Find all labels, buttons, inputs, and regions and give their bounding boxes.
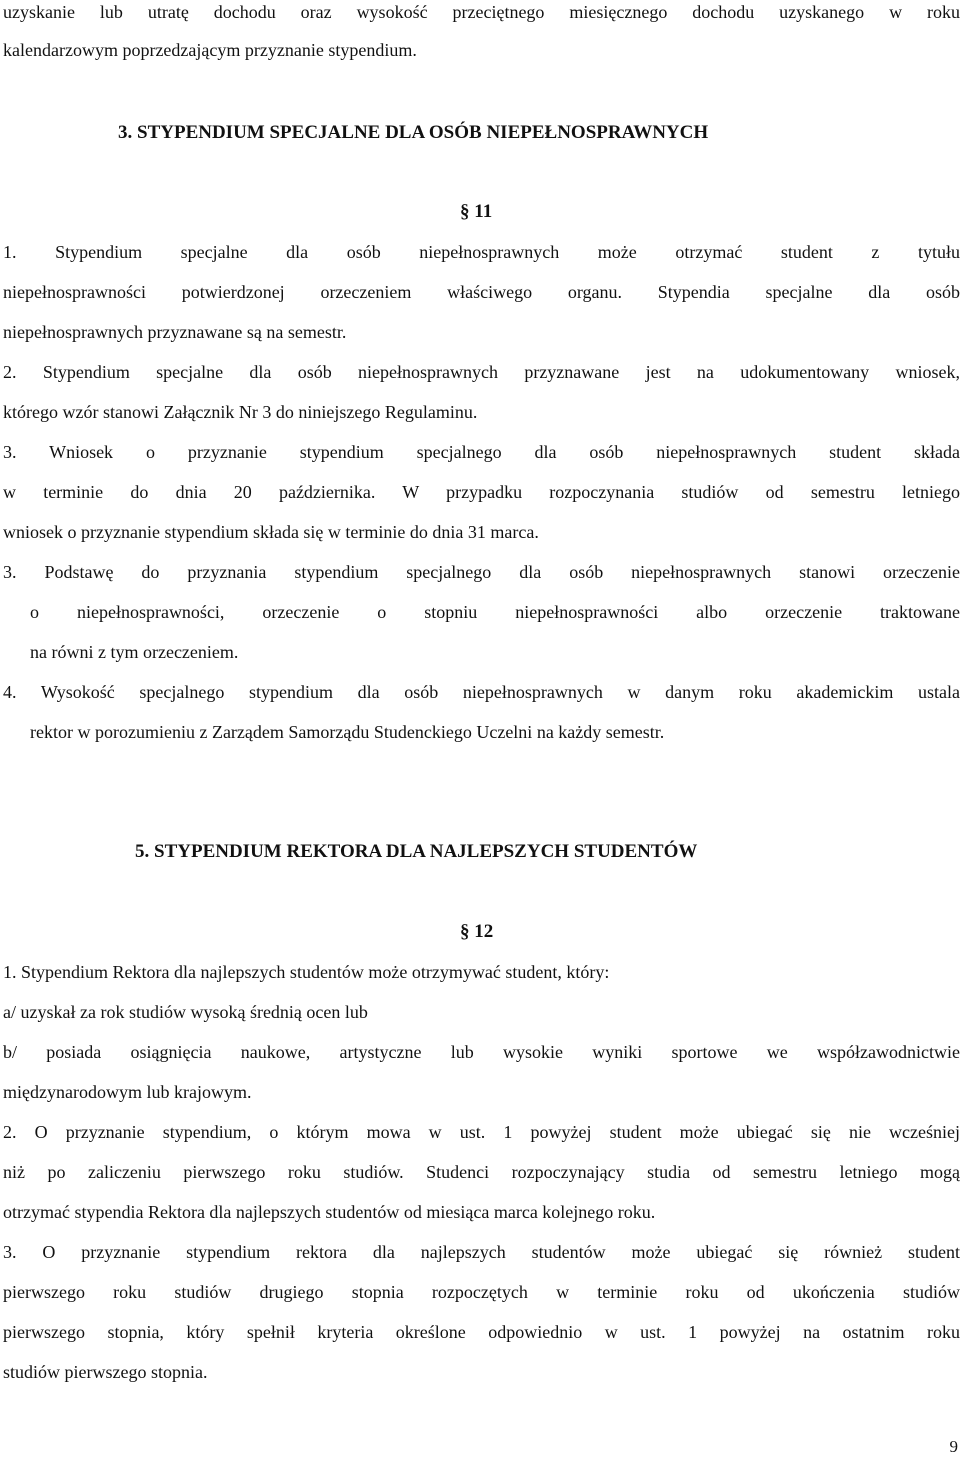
s3-p1-line-2: niepełnosprawności potwierdzonej orzeczeniem właściwego organu. Stypendia specjalne dla osób [3, 282, 960, 302]
s3-p4-line-2: rektor w porozumieniu z Zarządem Samorządu Studenckiego Uczelni na każdy semestr. [30, 722, 665, 742]
s5-p3-line-3: pierwszego stopnia, który spełnił kryteria określone odpowiednio w ust. 1 powyżej na ostatnim roku [3, 1322, 960, 1342]
s3-p3-line-3: wniosek o przyznanie stypendium składa się w terminie do dnia 31 marca. [3, 522, 539, 542]
page-number: 9 [949, 1437, 958, 1456]
s3-p1-line-3: niepełnosprawnych przyznawane są na semestr. [3, 322, 347, 342]
s3-p3b-line-1: 3. Podstawę do przyznania stypendium specjalnego dla osób niepełnosprawnych stanowi orzeczenie [3, 562, 960, 582]
s3-p1-line-1: 1. Stypendium specjalne dla osób niepełnosprawnych może otrzymać student z tytułu [3, 242, 960, 262]
s5-p1-line-1: 1. Stypendium Rektora dla najlepszych studentów może otrzymywać student, który: [3, 962, 610, 982]
s5-p3-line-4: studiów pierwszego stopnia. [3, 1362, 208, 1382]
s5-p2-line-3: otrzymać stypendia Rektora dla najlepszych studentów od miesiąca marca kolejnego roku. [3, 1202, 656, 1222]
s3-p3b-line-3: na równi z tym orzeczeniem. [30, 642, 239, 662]
s5-a-line: a/ uzyskał za rok studiów wysoką średnią ocen lub [3, 1002, 368, 1022]
s3-p2-line-2: którego wzór stanowi Załącznik Nr 3 do niniejszego Regulaminu. [3, 402, 478, 422]
s5-b-line-2: międzynarodowym lub krajowym. [3, 1082, 252, 1102]
s3-p3b-line-2: o niepełnosprawności, orzeczenie o stopniu niepełnosprawności albo orzeczenie traktowane [30, 602, 960, 622]
paragraph-11-mark: § 11 [460, 201, 493, 222]
s3-p4-line-1: 4. Wysokość specjalnego stypendium dla osób niepełnosprawnych w danym roku akademickim ustala [3, 682, 960, 702]
section-3-heading: 3. STYPENDIUM SPECJALNE DLA OSÓB NIEPEŁNOSPRAWNYCH [118, 122, 709, 143]
s5-p2-line-2: niż po zaliczeniu pierwszego roku studiów. Studenci rozpoczynający studia od semestru letniego mogą [3, 1162, 960, 1182]
intro-line-2: kalendarzowym poprzedzającym przyznanie stypendium. [3, 40, 417, 60]
s5-p2-line-1: 2. O przyznanie stypendium, o którym mowa w ust. 1 powyżej student może ubiegać się nie wcześniej [3, 1122, 960, 1142]
section-5-heading: 5. STYPENDIUM REKTORA DLA NAJLEPSZYCH STUDENTÓW [135, 841, 698, 862]
s3-p2-line-1: 2. Stypendium specjalne dla osób niepełnosprawnych przyznawane jest na udokumentowany wniosek, [3, 362, 960, 382]
s3-p3-line-1: 3. Wniosek o przyznanie stypendium specjalnego dla osób niepełnosprawnych student składa [3, 442, 960, 462]
s5-p3-line-1: 3. O przyznanie stypendium rektora dla najlepszych studentów może ubiegać się również student [3, 1242, 960, 1262]
s5-p3-line-2: pierwszego roku studiów drugiego stopnia rozpoczętych w terminie roku od ukończenia studiów [3, 1282, 960, 1302]
s5-b-line-1: b/ posiada osiągnięcia naukowe, artystyczne lub wysokie wyniki sportowe we współzawodnictwie [3, 1042, 960, 1062]
intro-line-1: uzyskanie lub utratę dochodu oraz wysokość przeciętnego miesięcznego dochodu uzyskanego w roku [3, 2, 960, 22]
s3-p3-line-2: w terminie do dnia 20 października. W przypadku rozpoczynania studiów od semestru letniego [3, 482, 960, 502]
paragraph-12-mark: § 12 [460, 921, 494, 942]
